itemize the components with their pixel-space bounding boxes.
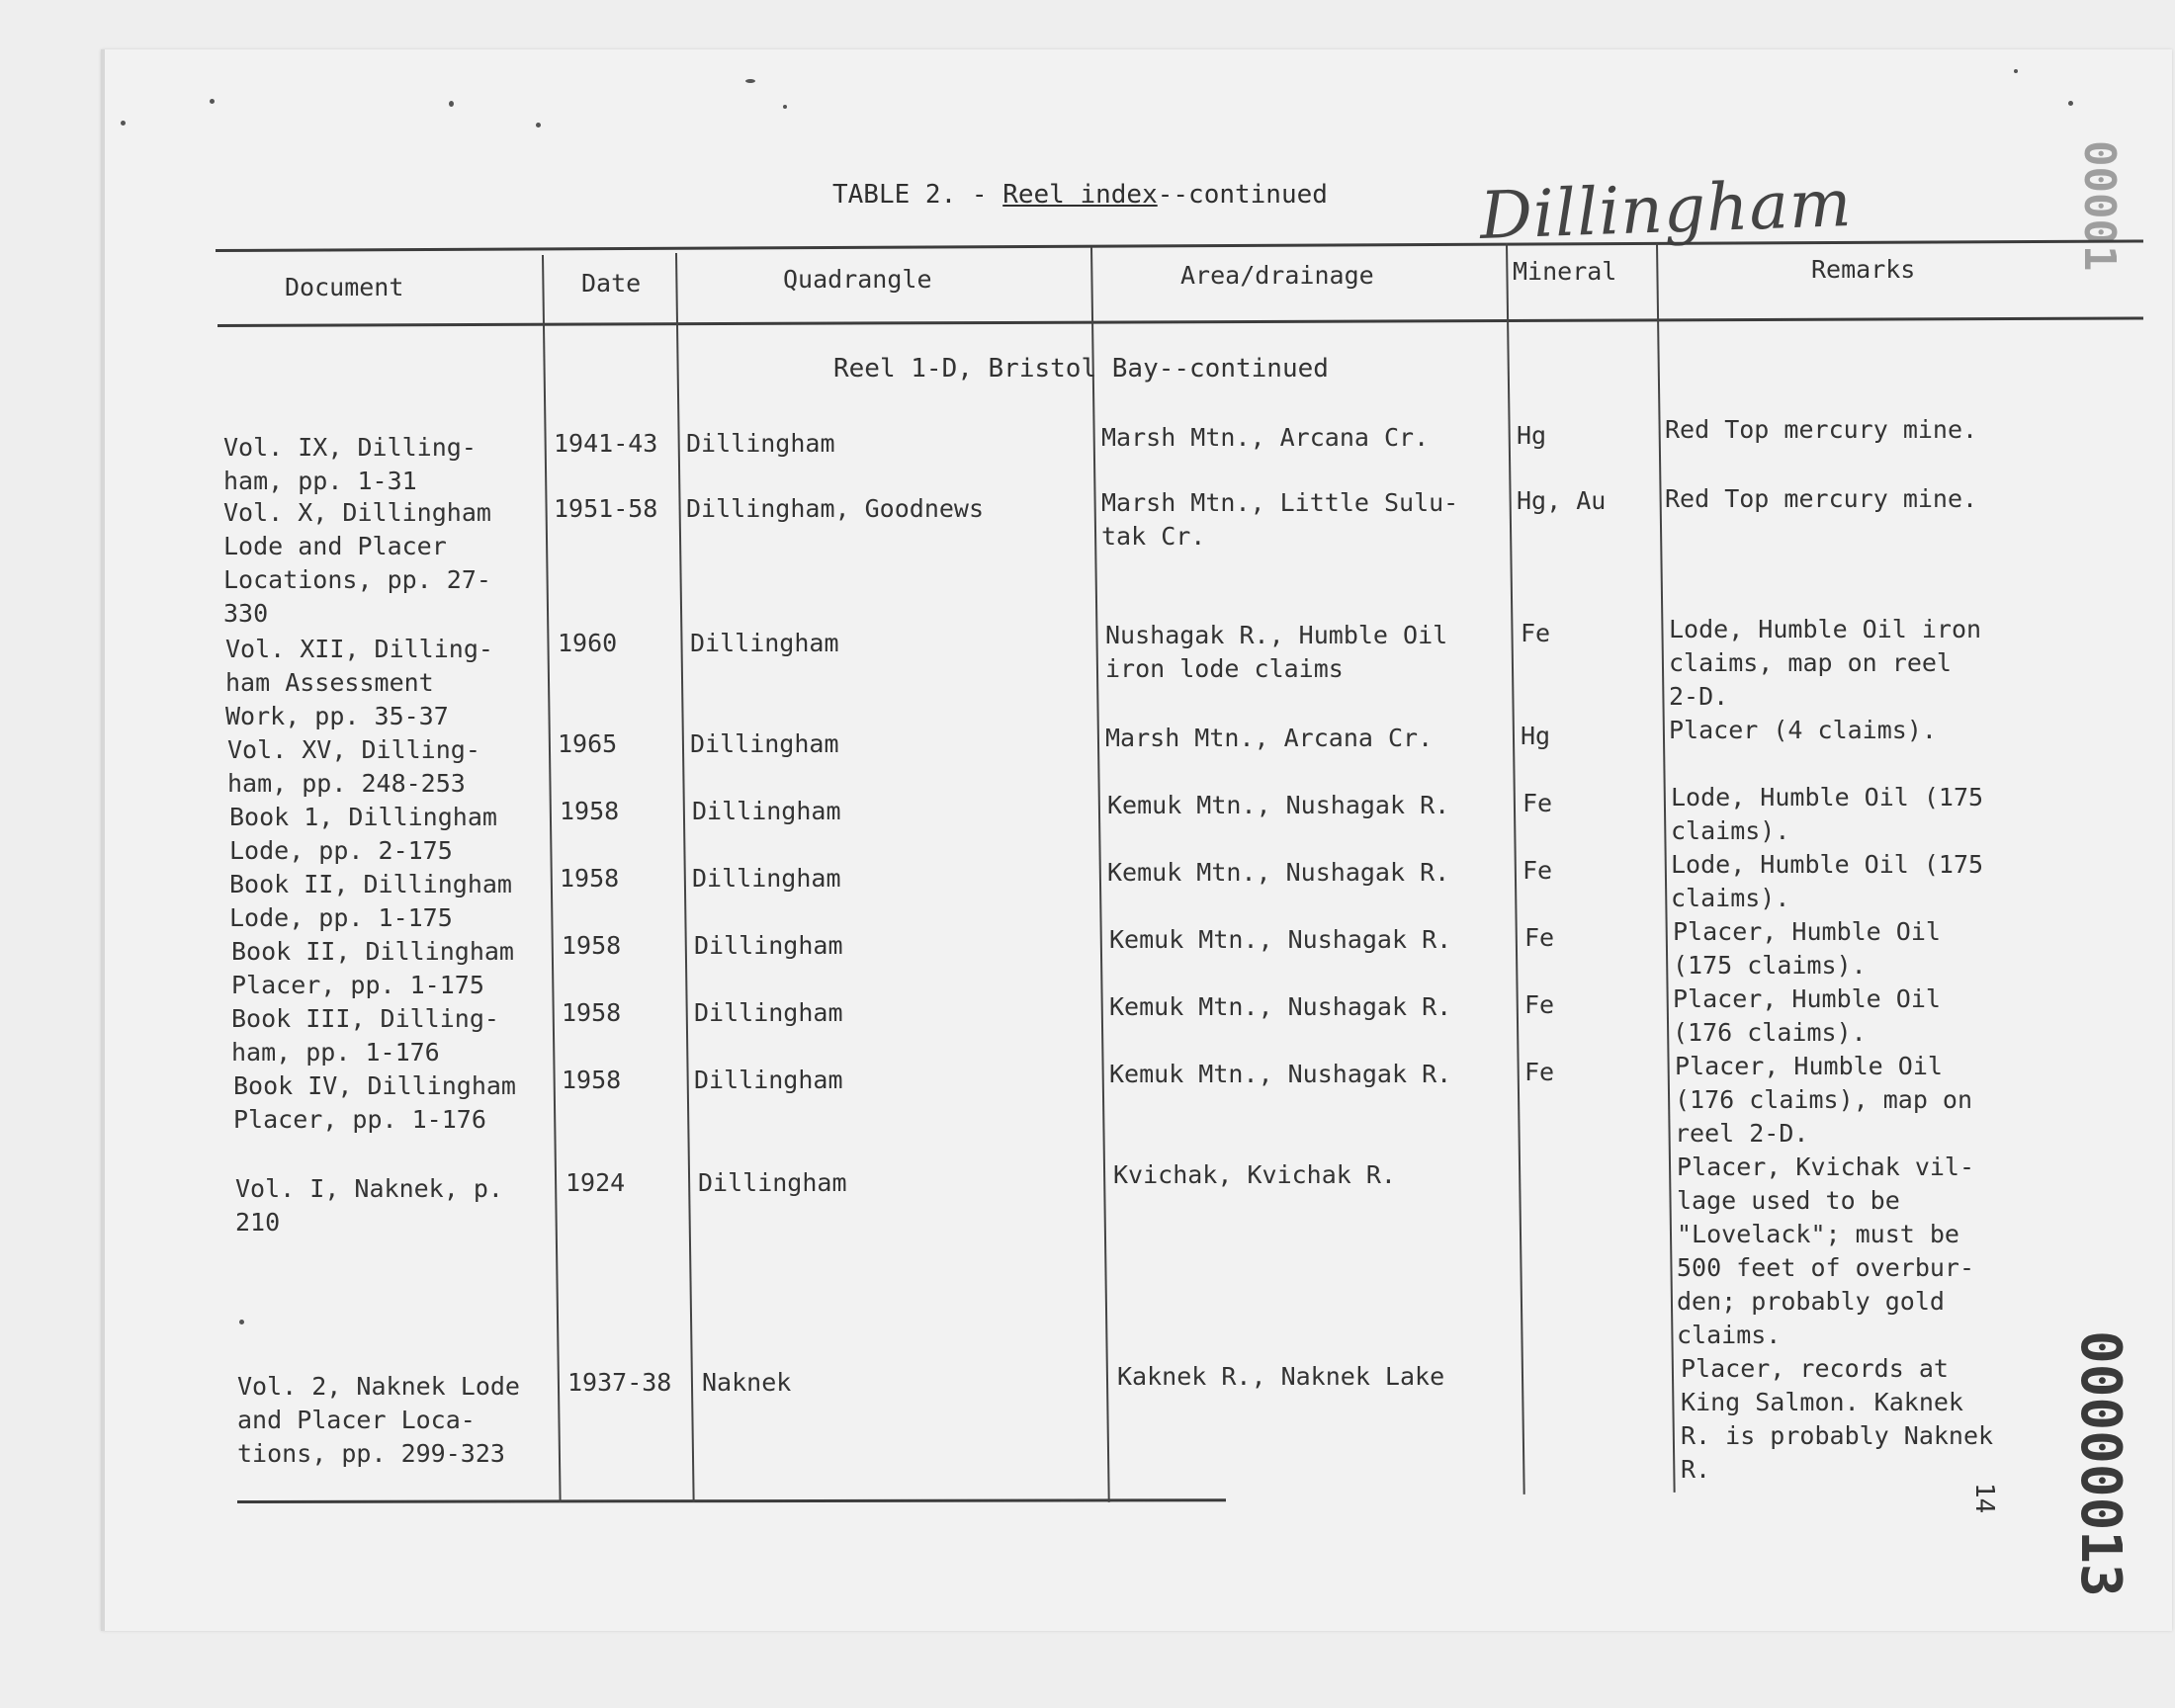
stamp-bottom: 00000013 <box>2068 1330 2132 1597</box>
speck <box>783 105 787 109</box>
cell-date: 1958 <box>560 797 620 825</box>
cell-remarks: Red Top mercury mine. <box>1665 415 1978 444</box>
title-prefix: TABLE 2. - <box>832 180 1003 210</box>
cell-area: Kemuk Mtn., Nushagak R. <box>1107 791 1450 819</box>
cell-date: 1924 <box>566 1168 626 1197</box>
header-rule <box>218 317 2143 327</box>
speck <box>2068 101 2073 106</box>
cell-quadrangle: Dillingham <box>686 429 835 458</box>
cell-date: 1941-43 <box>554 429 658 458</box>
cell-remarks: Placer, records at King Salmon. Kaknek R. is probably Naknek R. <box>1681 1354 1994 1484</box>
cell-mineral: Fe <box>1522 789 1553 817</box>
page-number: 14 <box>1969 1483 1999 1514</box>
cell-quadrangle: Dillingham <box>694 931 843 960</box>
cell-document: Book II, Dillingham Lode, pp. 1-175 <box>229 870 512 932</box>
cell-remarks: Placer, Humble Oil (176 claims). <box>1673 984 1941 1047</box>
cell-remarks: Placer, Humble Oil (175 claims). <box>1673 917 1941 980</box>
speck <box>536 123 541 128</box>
header-area: Area/drainage <box>1180 261 1374 290</box>
cell-area: Nushagak R., Humble Oil iron lode claims <box>1105 621 1448 683</box>
cell-quadrangle: Dillingham <box>698 1168 847 1197</box>
cell-remarks: Placer (4 claims). <box>1669 716 1937 744</box>
cell-mineral: Hg <box>1521 722 1551 750</box>
cell-area: Kemuk Mtn., Nushagak R. <box>1109 992 1452 1021</box>
stamp-top: 00001 <box>2074 140 2125 272</box>
cell-date: 1958 <box>562 931 622 960</box>
cell-quadrangle: Dillingham <box>690 729 839 758</box>
cell-document: Book IV, Dillingham Placer, pp. 1-176 <box>233 1071 516 1134</box>
cell-area: Kemuk Mtn., Nushagak R. <box>1107 858 1450 887</box>
cell-remarks: Lode, Humble Oil (175 claims). <box>1671 850 1984 912</box>
cell-document: Vol. I, Naknek, p. 210 <box>235 1174 503 1237</box>
cell-document: Vol. IX, Dilling- ham, pp. 1-31 <box>223 433 477 495</box>
bottom-rule <box>237 1498 1226 1503</box>
handwritten-note: Dillingham <box>1478 164 1854 254</box>
cell-document: Vol. X, Dillingham Lode and Placer Locations, pp. 27- 330 <box>223 498 491 628</box>
cell-document: Vol. 2, Naknek Lode and Placer Loca- tions, pp. 299-323 <box>237 1372 520 1468</box>
page-edge <box>101 49 105 1631</box>
speck <box>449 101 454 107</box>
cell-date: 1937-38 <box>567 1368 672 1397</box>
cell-document: Book II, Dillingham Placer, pp. 1-175 <box>231 937 514 999</box>
speck <box>121 121 126 126</box>
cell-remarks: Placer, Kvichak vil- lage used to be "Lovelack"; must be 500 feet of overbur- den; probably gold claims. <box>1677 1153 1975 1349</box>
cell-mineral: Hg <box>1517 421 1547 450</box>
scanned-page <box>101 49 2172 1631</box>
section-heading: Reel 1-D, Bristol Bay--continued <box>833 354 1329 384</box>
cell-area: Marsh Mtn., Arcana Cr. <box>1101 423 1430 452</box>
header-mineral: Mineral <box>1513 257 1617 286</box>
cell-quadrangle: Dillingham, Goodnews <box>686 494 985 523</box>
cell-area: Kvichak, Kvichak R. <box>1113 1160 1396 1189</box>
cell-area: Kemuk Mtn., Nushagak R. <box>1109 925 1452 954</box>
cell-mineral: Fe <box>1524 923 1555 952</box>
cell-date: 1951-58 <box>554 494 658 523</box>
cell-area: Marsh Mtn., Little Sulu- tak Cr. <box>1101 488 1459 551</box>
cell-date: 1958 <box>562 1066 622 1094</box>
cell-remarks: Placer, Humble Oil (176 claims), map on reel 2-D. <box>1675 1052 1973 1148</box>
cell-remarks: Lode, Humble Oil (175 claims). <box>1671 783 1984 845</box>
cell-quadrangle: Dillingham <box>694 1066 843 1094</box>
title-suffix: --continued <box>1157 180 1328 210</box>
cell-mineral: Fe <box>1524 990 1555 1019</box>
cell-quadrangle: Dillingham <box>692 864 841 893</box>
speck <box>2014 69 2018 73</box>
cell-date: 1958 <box>560 864 620 893</box>
speck <box>210 99 215 104</box>
cell-document: Vol. XV, Dilling- ham, pp. 248-253 <box>227 735 480 798</box>
header-date: Date <box>581 269 642 298</box>
cell-mineral: Fe <box>1521 619 1551 647</box>
cell-area: Marsh Mtn., Arcana Cr. <box>1105 724 1434 752</box>
cell-mineral: Hg, Au <box>1517 486 1607 515</box>
title-underlined: Reel index <box>1002 180 1158 210</box>
cell-quadrangle: Naknek <box>702 1368 792 1397</box>
cell-quadrangle: Dillingham <box>694 998 843 1027</box>
top-rule <box>216 239 2143 252</box>
cell-area: Kemuk Mtn., Nushagak R. <box>1109 1060 1452 1088</box>
cell-date: 1965 <box>558 729 618 758</box>
cell-document: Book III, Dilling- ham, pp. 1-176 <box>231 1004 499 1067</box>
cell-quadrangle: Dillingham <box>692 797 841 825</box>
speck <box>239 1320 244 1324</box>
cell-remarks: Lode, Humble Oil iron claims, map on reel 2-D. <box>1669 615 1982 711</box>
cell-area: Kaknek R., Naknek Lake <box>1117 1362 1445 1391</box>
header-document: Document <box>285 273 404 301</box>
speck <box>745 79 755 83</box>
cell-document: Vol. XII, Dilling- ham Assessment Work, pp. 35-37 <box>225 635 493 730</box>
cell-mineral: Fe <box>1524 1058 1555 1086</box>
cell-remarks: Red Top mercury mine. <box>1665 484 1978 513</box>
cell-document: Book 1, Dillingham Lode, pp. 2-175 <box>229 803 497 865</box>
cell-quadrangle: Dillingham <box>690 629 839 657</box>
header-remarks: Remarks <box>1811 255 1916 284</box>
cell-date: 1958 <box>562 998 622 1027</box>
cell-date: 1960 <box>558 629 618 657</box>
cell-mineral: Fe <box>1522 856 1553 885</box>
table-title <box>832 180 1328 210</box>
header-quadrangle: Quadrangle <box>783 265 932 294</box>
